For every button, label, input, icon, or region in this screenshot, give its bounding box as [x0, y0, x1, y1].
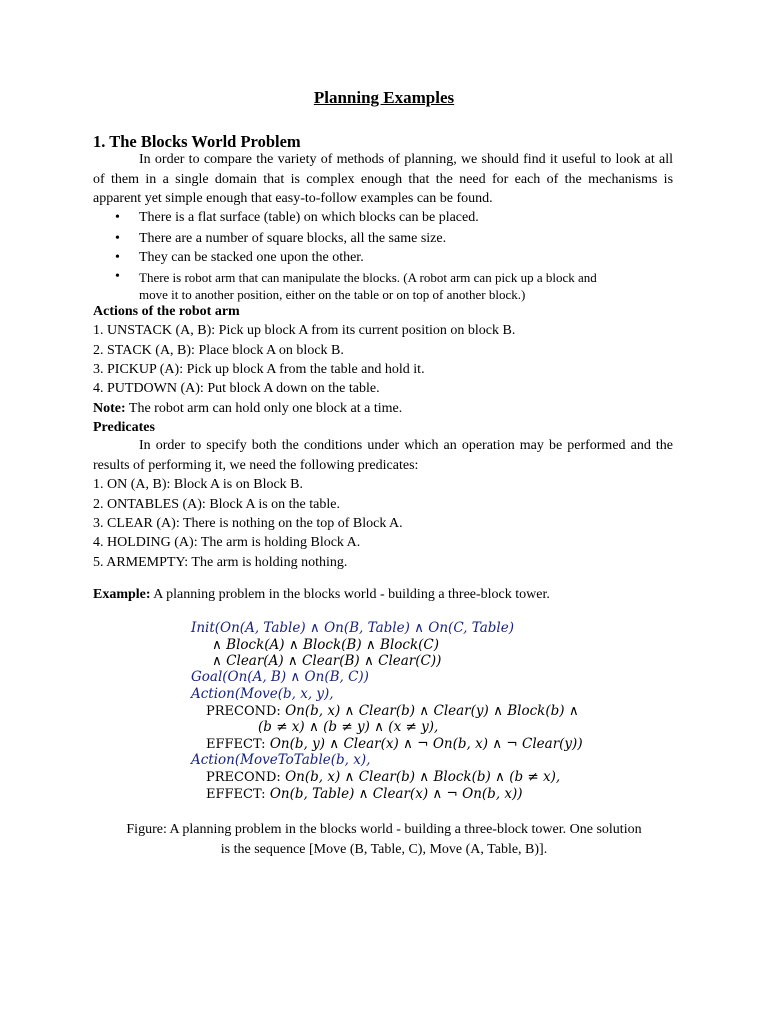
action-item: 3. PICKUP (A): Pick up block A from the table and hold it.: [93, 362, 425, 377]
predicate-item: 4. HOLDING (A): The arm is holding Block A.: [93, 535, 361, 550]
predicates-paragraph: [93, 436, 673, 475]
caption-line-2: is the sequence [Move (B, Table, C), Move (A, Table, B)].: [220, 842, 548, 857]
actions-heading: Actions of the robot arm: [93, 304, 240, 319]
action-item: 4. PUTDOWN (A): Put block A down on the table.: [93, 381, 380, 396]
formula-move-precond-cont: (b ≠ x) ∧ (b ≠ y) ∧ (x ≠ y),: [258, 719, 439, 735]
caption-line-1: Figure: A planning problem in the blocks world - building a three-block tower. One solution: [126, 822, 642, 837]
intro-paragraph: [93, 150, 673, 209]
bullet-item: There is a flat surface (table) on which blocks can be placed.: [139, 210, 479, 225]
predicates-intro-line-2: and the results of performing it, we need the following predicates:: [93, 438, 673, 473]
effect-label: EFFECT:: [206, 737, 266, 752]
bullet-marker: •: [115, 231, 120, 246]
example-label: Example:: [93, 587, 151, 602]
bullet-item: There are a number of square blocks, all the same size.: [139, 231, 447, 246]
bullet-item: They can be stacked one upon the other.: [139, 250, 364, 265]
bullet-marker: •: [115, 210, 120, 225]
formula-action-movetotable: Action(MoveToTable(b, x),: [191, 752, 371, 768]
figure-caption: [0, 820, 768, 860]
example-text: A planning problem in the blocks world - building a three-block tower.: [150, 587, 550, 602]
predicates-heading: Predicates: [93, 420, 155, 435]
effect-expression: On(b, Table) ∧ Clear(x) ∧ ¬ On(b, x)): [269, 786, 523, 802]
bullet-marker: •: [115, 269, 120, 284]
intro-line-3: mechanisms is apparent yet simple enough that easy-to-follow examples can be found.: [93, 171, 674, 206]
formula-action-move: Action(Move(b, x, y),: [191, 686, 334, 702]
formula-blocks: ∧ Block(A) ∧ Block(B) ∧ Block(C): [212, 637, 440, 653]
formula-move-precond: [206, 703, 579, 719]
precond-expression: On(b, x) ∧ Clear(b) ∧ Clear(y) ∧ Block(b) ∧: [285, 703, 579, 719]
intro-line-2: look at all of them in a single domain that is complex enough that the need for each of the: [93, 152, 673, 187]
formula-clears: ∧ Clear(A) ∧ Clear(B) ∧ Clear(C)): [212, 653, 442, 669]
formula-move-effect: [206, 736, 583, 752]
bullet-marker: •: [115, 250, 120, 265]
predicate-item: 3. CLEAR (A): There is nothing on the top of Block A.: [93, 516, 403, 531]
formula-goal: Goal(On(A, B) ∧ On(B, C)): [191, 669, 369, 685]
precond-label: PRECOND:: [206, 770, 281, 785]
intro-line-1: In order to compare the variety of methods of planning, we should find it useful to: [139, 152, 612, 167]
action-item: 1. UNSTACK (A, B): Pick up block A from its current position on block B.: [93, 323, 516, 338]
example-line: [93, 585, 550, 604]
predicate-item: 1. ON (A, B): Block A is on Block B.: [93, 477, 304, 492]
bullet-item-continued: move it to another position, either on the table or on top of another block.): [139, 287, 526, 302]
predicates-intro-line-1: In order to specify both the conditions under which an operation may be performed: [139, 438, 626, 453]
bullet-item: There is robot arm that can manipulate the blocks. (A robot arm can pick up a block and: [139, 270, 597, 285]
formula-mtt-effect: [206, 786, 523, 802]
page-title: Planning Examples: [313, 88, 455, 107]
precond-label: PRECOND:: [206, 704, 281, 719]
formula-init: Init(On(A, Table) ∧ On(B, Table) ∧ On(C, Table): [191, 620, 514, 636]
predicate-item: 5. ARMEMPTY: The arm is holding nothing.: [93, 555, 348, 570]
note: [93, 399, 402, 418]
section-heading: 1. The Blocks World Problem: [93, 132, 301, 151]
note-text: The robot arm can hold only one block at a time.: [125, 401, 403, 416]
predicate-item: 2. ONTABLES (A): Block A is on the table.: [93, 497, 340, 512]
formula-mtt-precond: [206, 769, 560, 785]
effect-label: EFFECT:: [206, 787, 266, 802]
note-label: Note:: [93, 401, 126, 416]
action-item: 2. STACK (A, B): Place block A on block B.: [93, 343, 344, 358]
precond-expression: On(b, x) ∧ Clear(b) ∧ Block(b) ∧ (b ≠ x),: [285, 769, 561, 785]
effect-expression: On(b, y) ∧ Clear(x) ∧ ¬ On(b, x) ∧ ¬ Clear(y)): [269, 736, 583, 752]
